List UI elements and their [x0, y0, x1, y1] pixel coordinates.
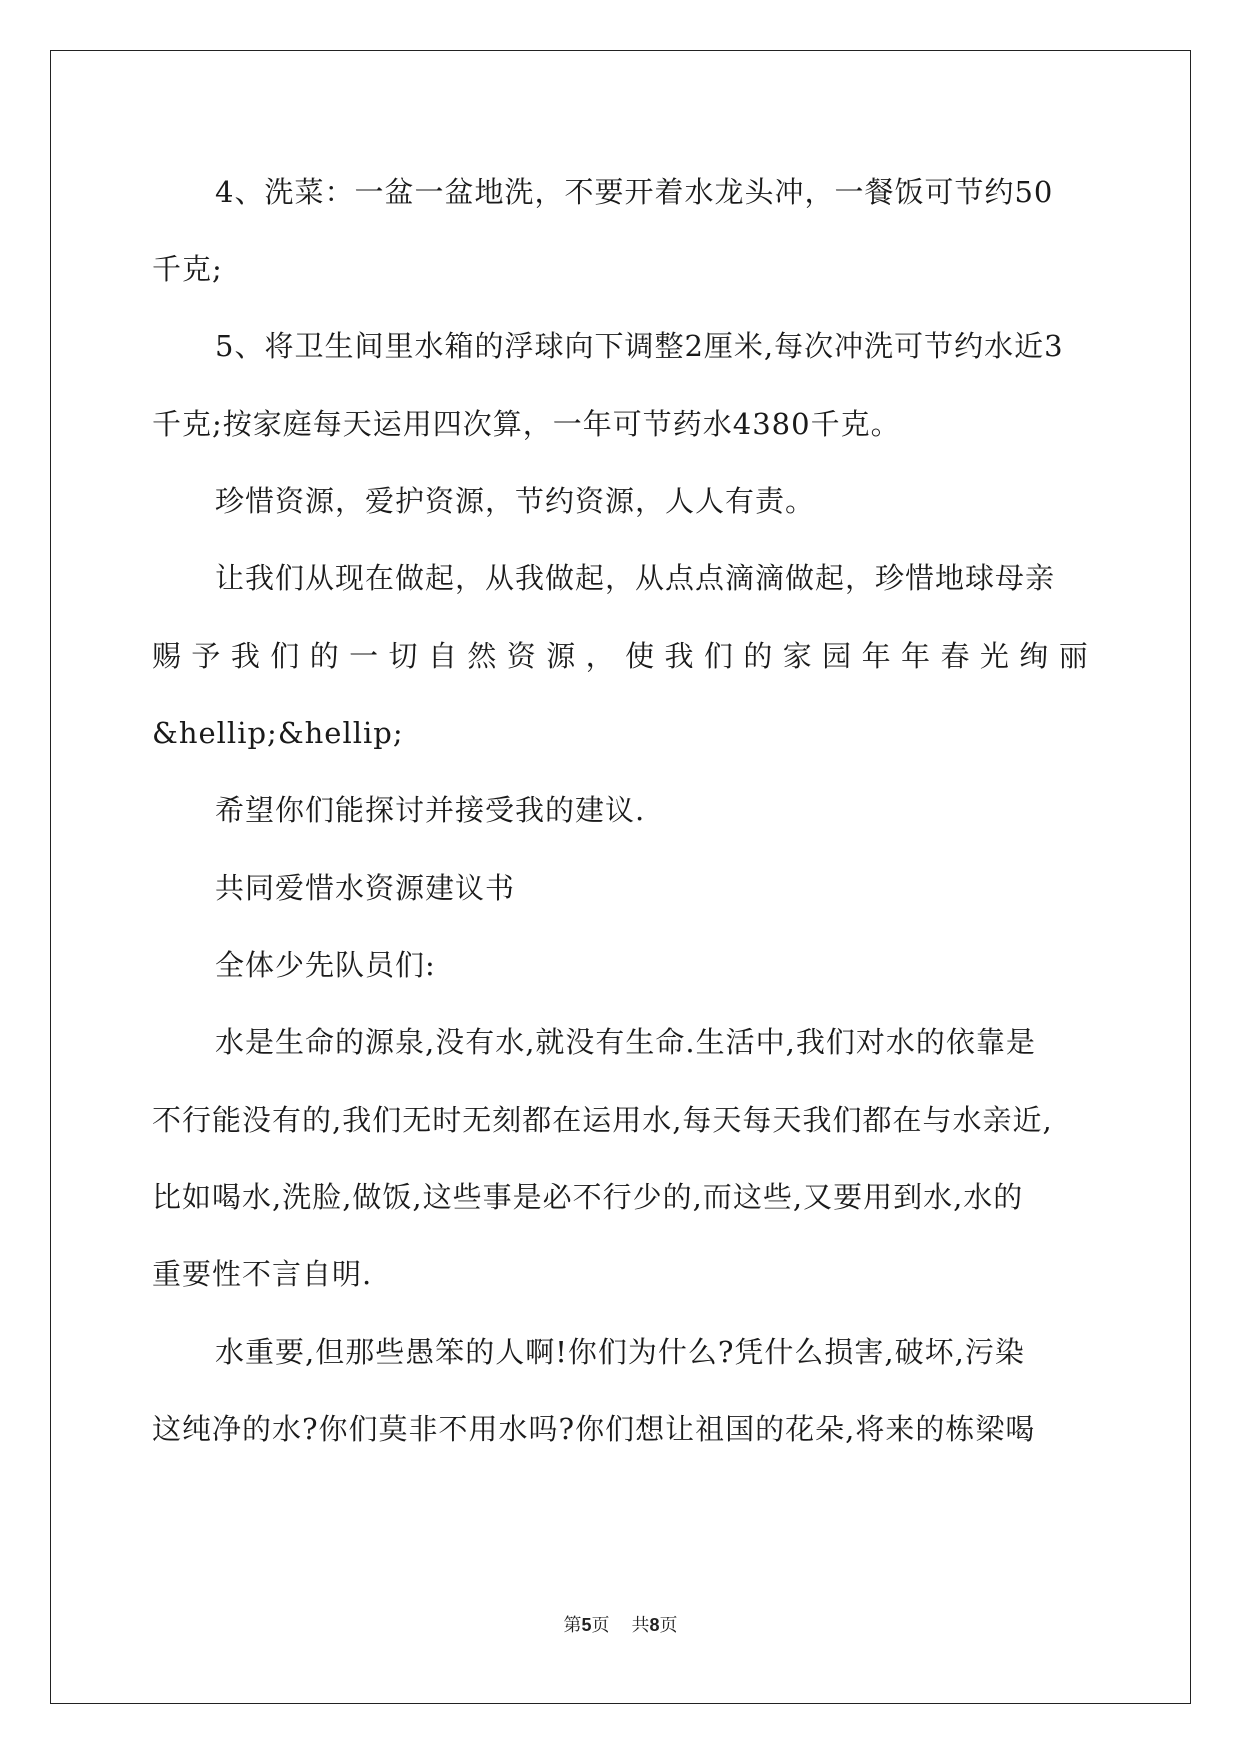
paragraph-line: 水是生命的源泉,没有水,就没有生命.生活中,我们对水的依靠是	[215, 1025, 1036, 1059]
justified-char: 一	[349, 639, 379, 673]
justified-char: 们	[270, 639, 300, 673]
footer-page-word: 页	[591, 1615, 610, 1636]
justified-char: 的	[309, 639, 339, 673]
paragraph-line: 珍惜资源，爱护资源，节约资源，人人有责。	[215, 484, 816, 518]
paragraph-line: 让我们从现在做起，从我做起，从点点滴滴做起，珍惜地球母亲	[215, 561, 1056, 595]
justified-char: 然	[467, 639, 497, 673]
current-page-number: 5	[581, 1615, 592, 1635]
justified-char: 绚	[1019, 639, 1049, 673]
justified-char: 丽	[1058, 639, 1088, 673]
total-pages-number: 8	[649, 1615, 660, 1635]
justified-char: 的	[743, 639, 773, 673]
salutation: 全体少先队员们:	[215, 948, 436, 982]
justified-char: 们	[703, 639, 733, 673]
footer-total-suffix: 页	[659, 1615, 678, 1636]
justified-char: 予	[191, 639, 221, 673]
justified-char: 自	[427, 639, 457, 673]
paragraph-line: &hellip;&hellip;	[152, 716, 404, 750]
justified-char: 我	[664, 639, 694, 673]
paragraph-line-justified	[152, 636, 1088, 676]
paragraph-line: 比如喝水,洗脸,做饭,这些事是必不行少的,而这些,又要用到水,水的	[152, 1180, 1024, 1214]
paragraph-line: 千克;	[152, 252, 223, 286]
justified-char: 年	[901, 639, 931, 673]
paragraph-line: 4、洗菜：一盆一盆地洗，不要开着水龙头冲，一餐饭可节约50	[215, 175, 1054, 209]
page-footer	[0, 1613, 1241, 1638]
justified-char: 源	[546, 639, 576, 673]
justified-char: 切	[388, 639, 418, 673]
justified-char: 园	[822, 639, 852, 673]
justified-char: 年	[861, 639, 891, 673]
justified-char: 赐	[152, 639, 182, 673]
paragraph-line: 水重要,但那些愚笨的人啊!你们为什么?凭什么损害,破坏,污染	[215, 1335, 1025, 1369]
paragraph-line: 不行能没有的,我们无时无刻都在运用水,每天每天我们都在与水亲近,	[152, 1103, 1053, 1137]
justified-char: 我	[230, 639, 260, 673]
paragraph-line: 千克;按家庭每天运用四次算，一年可节药水4380千克。	[152, 407, 901, 441]
footer-prefix: 第	[563, 1615, 582, 1636]
justified-char: 春	[940, 639, 970, 673]
justified-char: 资	[506, 639, 536, 673]
paragraph-line: 5、将卫生间里水箱的浮球向下调整2厘米,每次冲洗可节约水近3	[215, 329, 1064, 363]
letter-title: 共同爱惜水资源建议书	[215, 871, 516, 905]
paragraph-line: 这纯净的水?你们莫非不用水吗?你们想让祖国的花朵,将来的栋梁喝	[152, 1412, 1036, 1446]
justified-char: ，	[585, 639, 615, 673]
paragraph-line: 希望你们能探讨并接受我的建议.	[215, 793, 646, 827]
justified-char: 使	[625, 639, 655, 673]
paragraph-line: 重要性不言自明.	[152, 1257, 373, 1291]
justified-char: 家	[782, 639, 812, 673]
footer-total-prefix: 共	[631, 1615, 650, 1636]
justified-char: 光	[979, 639, 1009, 673]
